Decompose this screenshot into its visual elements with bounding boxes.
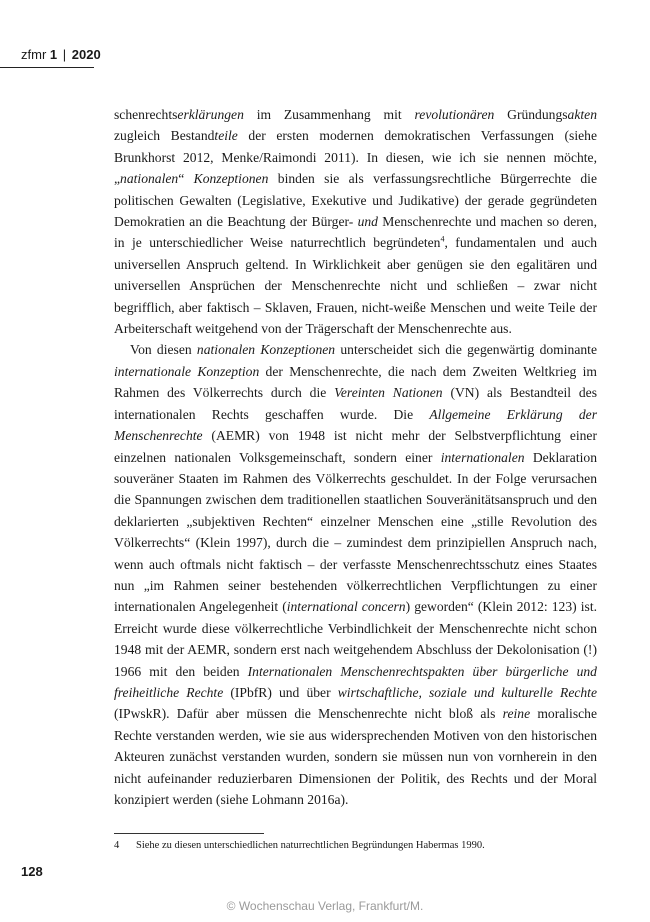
paragraph-2 [114, 339, 597, 810]
text-run: unterscheidet sich die gegenwärtig dominante [335, 342, 597, 358]
running-header [21, 47, 101, 62]
italic-run: Allgemeine Erklärung der Menschenrechte [114, 406, 597, 444]
italic-run: nationalen Konzeptionen [196, 342, 336, 358]
text-run: ) geworden“ (Klein 2012: 123) ist. Erreicht wurde diese völkerrechtliche Verbindlichkeit der Menschenrechte nicht schon 1948 mit der AEMR, sondern erst nach weitgehendem Abschluss der Dekolonisation (!) 1966 mit den beiden [114, 599, 597, 679]
italic-run: internationalen [440, 449, 525, 465]
copyright-notice: © Wochenschau Verlag, Frankfurt/M. [226, 899, 424, 913]
text-run: der Menschenrechte, die nach dem Zweiten Weltkrieg im Rahmen des Völkerrechts durch die [114, 363, 597, 401]
text-run: “ [178, 171, 194, 187]
text-run: schenrechts [114, 107, 178, 122]
italic-run: international concern [286, 599, 406, 615]
issue-number: 1 [49, 47, 58, 62]
italic-run: internationale Konzeption [114, 363, 260, 379]
journal-name: zfmr [21, 47, 47, 62]
header-separator: | [62, 47, 67, 62]
italic-run: Vereinten Nationen [334, 385, 443, 401]
text-run: moralische Rechte verstanden werden, wie sie aus widersprechenden Motiven von den historischen Akteuren zunächst verstanden wurden, sondern sie müssen nun von vornherein in den nicht aufeinander reduzierbaren Dimensionen der Politik, des Rechts und der Moral konzipiert werden (siehe Lohmann 2016a). [114, 706, 597, 807]
text-run: (IPwskR). Dafür aber müssen die Menschenrechte nicht bloß als [114, 706, 503, 722]
page-number: 128 [21, 864, 43, 879]
text-run: Gründungs [494, 107, 568, 122]
footnote-text: Siehe zu diesen unterschiedlichen naturrechtlichen Begründungen Habermas 1990. [136, 840, 485, 851]
text-run: Von diesen [130, 342, 197, 358]
header-rule [0, 67, 94, 68]
italic-run: Internationalen Menschenrechtspakten über bürgerliche und freiheitliche Rechte [114, 663, 597, 700]
text-run: (AEMR) von 1948 ist nicht mehr der Selbstverpflichtung einer einzelnen nationalen Volksgemeinschaft, sondern einer [114, 428, 597, 465]
italic-run: revolutionären [414, 107, 495, 122]
italic-run: akten [567, 107, 597, 122]
footnote-rule [114, 833, 264, 834]
footnote [114, 840, 597, 851]
body-text [114, 104, 597, 810]
text-run: im Zusammenhang mit [243, 107, 415, 122]
text-run: zugleich Bestand [114, 128, 215, 144]
italic-run: wirtschaftliche, soziale und kulturelle Rechte [337, 684, 597, 700]
text-run: , fundamentalen und auch universellen Anspruch geltend. In Wirklichkeit aber genügen sie den egalitären und universellen Ansprüchen der Menschenrechte nicht und schließen – zwar nicht begrifflich, aber faktisch – Sklaven, Frauen, nicht-weiße Menschen und weite Teile der Arbeiterschaft weitgehend von der Trägerschaft der Menschenrechte aus. [114, 235, 597, 337]
italic-run: teile [214, 128, 238, 144]
text-run: Deklaration souveräner Staaten im Rahmen des Völkerrechts geschuldet. In der Folge verursachen die Spannungen zwischen dem traditionellen staatlichen Souveränitätsanspruch und den deklarierten „subjektiven Rechten“ einzelner Menschen eine „stille Revolution des Völkerrechts“ (Klein 1997), durch die – zumindest dem prinzipiellen Anspruch nach, wenn auch oftmals nicht faktisch – der verfasste Menschenrechtsschutz eines Staates nun „im Rahmen seiner bestehenden völkerrechtlichen Verpflichtungen zu einer internationalen Angelegenheit ( [114, 449, 597, 615]
footnote-ref: 4 [440, 234, 445, 244]
text-run: der ersten modernen demokratischen Verfassungen (siehe Brunkhorst 2012, Menke/Raimondi 2011). In diesen, wie ich sie nennen möchte, „ [114, 128, 597, 187]
italic-run: Konzeptionen [193, 171, 269, 187]
italic-run: und [357, 214, 378, 230]
footnote-number: 4 [114, 840, 120, 851]
italic-run: nationalen [120, 171, 179, 187]
issue-year: 2020 [71, 47, 101, 62]
text-run: Menschenrechte und machen so deren, in je unterschiedlicher Weise naturrechtlich begründeten [114, 214, 597, 251]
italic-run: erklärungen [177, 107, 244, 122]
text-run: (IPbfR) und über [223, 684, 338, 700]
text-run: binden sie als verfassungsrechtliche Bürgerrechte die politischen Gewalten (Legislative, Exekutive und Judikative) der gerade gegründeten Demokratien an die Beachtung der Bürger- [114, 171, 597, 230]
italic-run: reine [502, 706, 531, 722]
text-run: (VN) als Bestandteil des internationalen Rechts geschaffen wurde. Die [114, 385, 597, 422]
paragraph-1 [114, 104, 597, 339]
